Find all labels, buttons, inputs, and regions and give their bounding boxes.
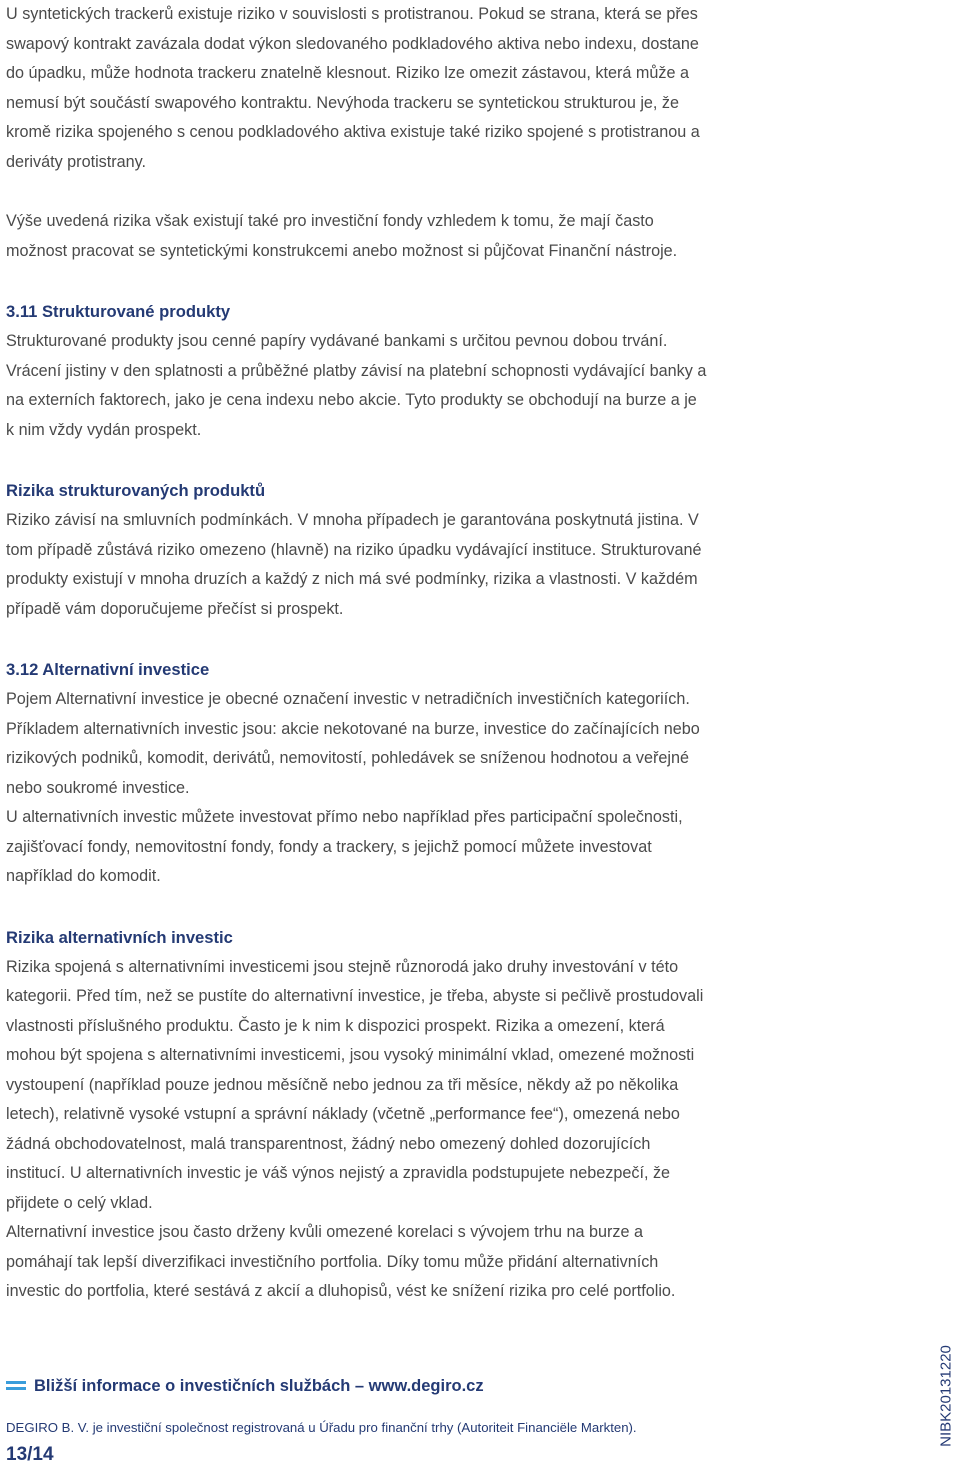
text-line: kategorii. Před tím, než se pustíte do alternativní investice, je třeba, abyste si pečlivě prostudovali xyxy=(6,987,704,1005)
footer-info-link[interactable] xyxy=(6,1374,484,1398)
text-line: institucí. U alternativních investic je váš výnos nejistý a zpravidla podstupujete nebezpečí, že xyxy=(6,1164,671,1182)
footer-link-text[interactable]: Bližší informace o investičních službách – www.degiro.cz xyxy=(34,1376,484,1395)
text-line: nebo soukromé investice. xyxy=(6,778,190,797)
text-line: vlastnosti příslušného produktu. Často je k nim k dispozici prospekt. Rizika a omezení, která xyxy=(6,1016,665,1035)
section-alternative-investments xyxy=(6,654,816,892)
text-line: k nim vždy vydán prospekt. xyxy=(6,420,202,439)
text-line: vystoupení (například pouze jednou měsíčně nebo jednou za tři měsíce, někdy až po několika xyxy=(6,1075,679,1094)
text-line: pomáhají tak lepší diverzifikaci investičního portfolia. Díky tomu může přidání alternativních xyxy=(6,1252,659,1271)
text-line: Riziko závisí na smluvních podmínkách. V mnoha případech je garantována poskytnutá jistina. V xyxy=(6,511,699,529)
text-line: deriváty protistrany. xyxy=(6,152,147,171)
text-line: mohou být spojena s alternativními investicemi, jsou vysoký minimální vklad, omezené možnosti xyxy=(6,1046,695,1064)
text-line: do úpadku, může hodnota trackeru znatelně klesnout. Riziko lze omezit zástavou, která může a xyxy=(6,64,689,82)
text-line: žádná obchodovatelnost, malá transparentnost, žádný nebo omezený dohled dozorujících xyxy=(6,1134,651,1153)
text-line: Výše uvedená rizika však existují také pro investiční fondy vzhledem k tomu, že mají často xyxy=(6,212,654,230)
double-line-icon xyxy=(6,1380,26,1392)
text-line: Příkladem alternativních investic jsou: akcie nekotované na burze, investice do začínajících nebo xyxy=(6,719,700,738)
paragraph-synthetic-trackers xyxy=(6,0,816,177)
text-line: zajišťovací fondy, nemovitostní fondy, fondy a trackery, s jejichž pomocí můžete investovat xyxy=(6,837,652,856)
text-line: Pojem Alternativní investice je obecné označení investic v netradičních investičních kategoriích. xyxy=(6,690,690,708)
document-page xyxy=(6,0,816,1307)
page-number: 13/14 xyxy=(6,1444,54,1465)
text-line: nemusí být součástí swapového kontraktu. Nevýhoda trackeru se syntetickou strukturou je, že xyxy=(6,93,680,112)
section-heading: 3.11 Strukturované produkty xyxy=(6,302,231,321)
section-alternative-risks xyxy=(6,922,816,1307)
text-line: letech), relativně vysoké vstupní a správní náklady (včetně „performance fee“), omezená nebo xyxy=(6,1105,680,1123)
section-structured-products xyxy=(6,296,816,445)
text-line: Rizika spojená s alternativními investicemi jsou stejně různorodá jako druhy investování v této xyxy=(6,957,679,976)
text-line: U syntetických trackerů existuje riziko v souvislosti s protistranou. Pokud se strana, která se přes xyxy=(6,5,698,23)
text-line: přijdete o celý vklad. xyxy=(6,1193,153,1212)
text-line: U alternativních investic můžete investovat přímo nebo například přes participační společnosti, xyxy=(6,808,683,826)
text-line: kromě rizika spojeného s cenou podkladového aktiva existuje také riziko spojené s protistranou a xyxy=(6,123,700,141)
text-line: případě vám doporučujeme přečíst si prospekt. xyxy=(6,599,344,618)
text-line: produkty existují v mnoha druzích a každý z nich má své podmínky, rizika a vlastnosti. V každém xyxy=(6,570,698,588)
text-line: možnost pracovat se syntetickými konstrukcemi anebo možnost si půjčovat Finanční nástroje. xyxy=(6,241,678,260)
text-line: na externích faktorech, jako je cena indexu nebo akcie. Tyto produkty se obchodují na burze a je xyxy=(6,391,697,409)
section-structured-risks xyxy=(6,475,816,624)
section-heading: Rizika alternativních investic xyxy=(6,927,233,947)
text-line: tom případě zůstává riziko omezeno (hlavně) na riziko úpadku vydávající instituce. Strukturované xyxy=(6,540,702,559)
text-line: investic do portfolia, které sestává z akcií a dluhopisů, vést ke snížení rizika pro celé portfolio. xyxy=(6,1282,676,1300)
text-line: například do komodit. xyxy=(6,867,161,885)
footer-disclaimer: DEGIRO B. V. je investiční společnost registrovaná u Úřadu pro finanční trhy (Autoriteit Financiële Markten). xyxy=(6,1420,637,1435)
text-line: Alternativní investice jsou často drženy kvůli omezené korelaci s vývojem trhu na burze a xyxy=(6,1223,644,1241)
text-line: Vrácení jistiny v den splatnosti a průběžné platby závisí na platební schopnosti vydávající banky a xyxy=(6,361,707,380)
text-line: Strukturované produkty jsou cenné papíry vydávané bankami s určitou pevnou dobou trvání. xyxy=(6,332,668,350)
section-heading: 3.12 Alternativní investice xyxy=(6,660,210,679)
text-line: rizikových podniků, komodit, derivátů, nemovitostí, pohledávek se sníženou hodnotou a veřejné xyxy=(6,749,689,767)
text-line: swapový kontrakt zavázala dodat výkon sledovaného podkladového aktiva nebo indexu, dostane xyxy=(6,34,699,53)
paragraph-fund-risks xyxy=(6,207,816,266)
document-code: NIBK20131220 xyxy=(937,1345,955,1447)
section-heading: Rizika strukturovaných produktů xyxy=(6,481,266,500)
